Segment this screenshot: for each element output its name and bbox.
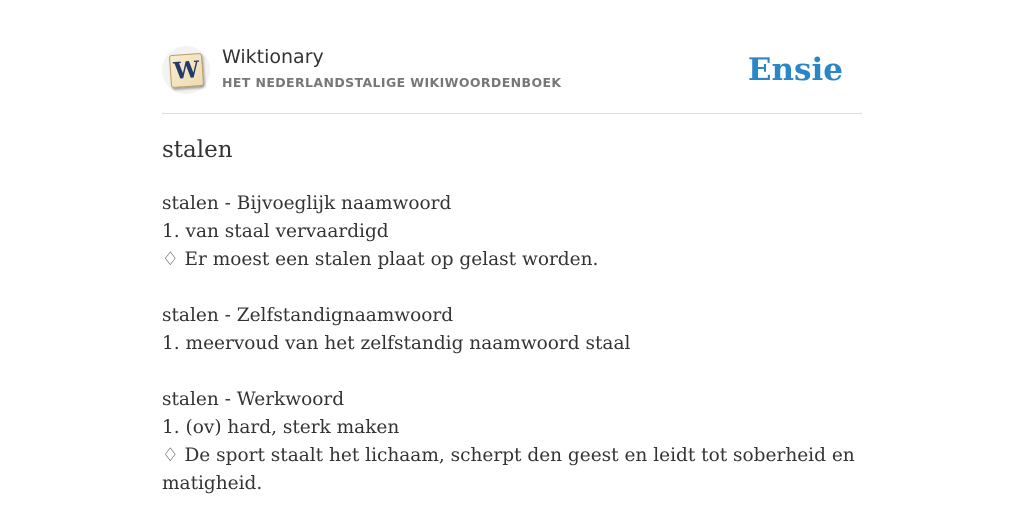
definition-line: 1. (ov) hard, sterk maken	[162, 417, 400, 438]
example-line: ♢ Er moest een stalen plaat op gelast worden.	[162, 249, 599, 270]
site-header	[162, 0, 862, 114]
definitions	[162, 190, 862, 512]
entry-heading: stalen - Zelfstandignaamwoord	[162, 305, 454, 326]
site-subtitle: HET NEDERLANDSTALIGE WIKIWOORDENBOEK	[222, 75, 562, 90]
logo-letter: W	[169, 53, 204, 88]
definition-entry	[162, 190, 862, 274]
entry-heading: stalen - Werkwoord	[162, 389, 345, 410]
definition-line: 1. meervoud van het zelfstandig naamwoord staal	[162, 333, 631, 354]
example-line: ♢ De sport staalt het lichaam, scherpt den geest en leidt tot soberheid en matigheid.	[162, 445, 855, 494]
ensie-brand-link[interactable]: Ensie	[747, 52, 843, 88]
site-title[interactable]: Wiktionary	[222, 46, 324, 68]
definition-entry	[162, 386, 862, 498]
definition-entry	[162, 302, 862, 358]
entry-heading: stalen - Bijvoeglijk naamwoord	[162, 193, 452, 214]
page-title: stalen	[162, 137, 233, 163]
wiktionary-logo[interactable]	[162, 46, 210, 94]
definition-line: 1. van staal vervaardigd	[162, 221, 389, 242]
content-column	[162, 0, 862, 494]
